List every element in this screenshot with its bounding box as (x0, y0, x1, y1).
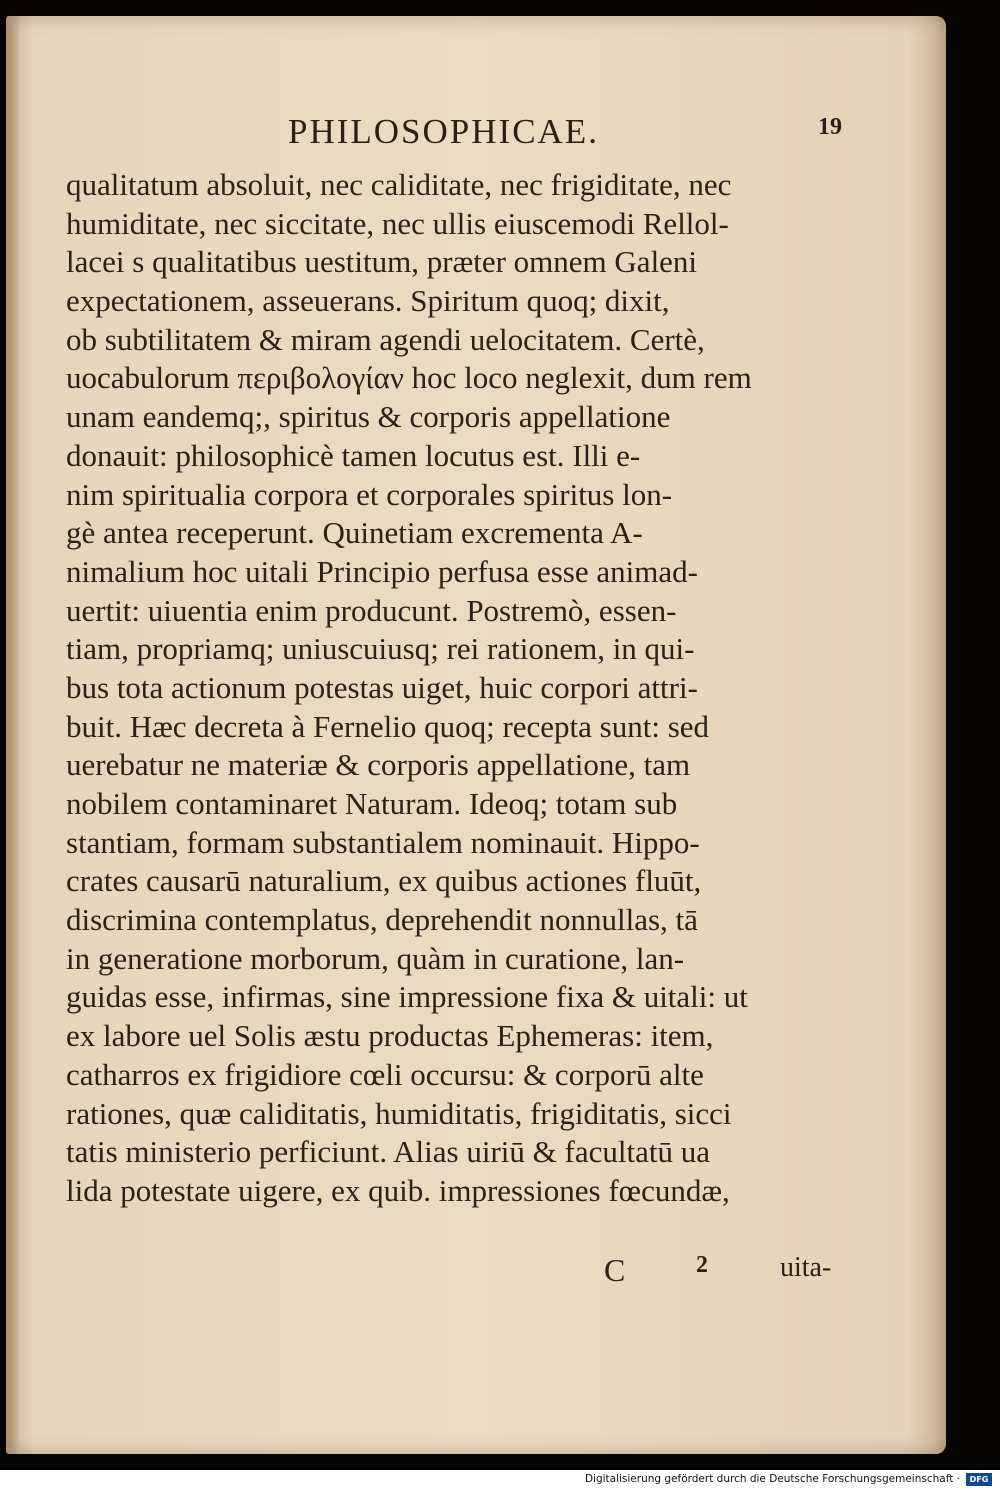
text-line: uocabulorum περιβολογίαν hoc loco neglexit, dum rem (66, 360, 752, 396)
funding-credit: Digitalisierung gefördert durch die Deutsche Forschungsgemeinschaft · (584, 1473, 960, 1485)
text-line: crates causarū naturalium, ex quibus actiones fluūt, (66, 863, 702, 899)
text-line: in generatione morborum, quàm in curatione, lan- (66, 940, 685, 976)
text-block (66, 166, 866, 1211)
text-line: rationes, quæ caliditatis, humiditatis, frigiditatis, sicci (66, 1095, 732, 1131)
text-line: stantiam, formam substantialem nominauit. Hippo- (66, 824, 700, 860)
text-line: ex labore uel Solis æstu productas Ephemeras: item, (66, 1018, 714, 1054)
folio-number: 19 (818, 114, 842, 140)
running-head: PHILOSOPHICAE. (288, 112, 599, 151)
text-line: lida potestate uigere, ex quib. impressiones fœcundæ, (66, 1172, 730, 1208)
text-line: ob subtilitatem & miram agendi uelocitatem. Certè, (66, 321, 705, 357)
text-line: unam eandemq;, spiritus & corporis appellatione (66, 399, 671, 435)
text-line: humiditate, nec siccitate, nec ullis eiuscemodi Rellol- (66, 205, 729, 241)
catchword: uita- (780, 1252, 832, 1283)
text-line: tatis ministerio perficiunt. Alias uiriū & facultatū ua (66, 1134, 710, 1170)
text-line: donauit: philosophicè tamen locutus est. Illi e- (66, 437, 641, 473)
dfg-logo-icon: DFG (966, 1473, 992, 1486)
book-page (6, 16, 946, 1454)
text-line: catharros ex frigidiore cœli occursu: & corporū alte (66, 1056, 704, 1092)
text-line: qualitatum absoluit, nec caliditate, nec frigiditate, nec (66, 167, 732, 202)
text-line: expectationem, asseuerans. Spiritum quoq; dixit, (66, 283, 670, 319)
signature-mark: C (604, 1252, 626, 1288)
text-line: nobilem contaminaret Naturam. Ideoq; totam sub (66, 786, 678, 821)
page-gutter-edge (6, 16, 20, 1454)
text-line: buit. Hæc decreta à Fernelio quoq; recepta sunt: sed (66, 708, 710, 744)
catchline (604, 1252, 854, 1292)
footer-bar (0, 1470, 1000, 1490)
text-line: bus tota actionum potestas uiget, huic corpori attri- (66, 669, 698, 705)
text-line: gè antea receperunt. Quinetiam excrementa A- (66, 515, 643, 551)
text-line: lacei s qualitatibus uestitum, præter omnem Galeni (66, 244, 698, 280)
text-line: guidas esse, infirmas, sine impressione fixa & uitali: ut (66, 979, 748, 1015)
text-line: tiam, propriamq; uniuscuiusq; rei rationem, in qui- (66, 631, 695, 667)
text-line: uertit: uiuentia enim producunt. Postremò, essen- (66, 592, 677, 628)
text-line: nim spiritualia corpora et corporales spiritus lon- (66, 476, 673, 512)
text-line: nimalium hoc uitali Principio perfusa esse animad- (66, 553, 698, 589)
text-line: uerebatur ne materiæ & corporis appellatione, tam (66, 747, 691, 783)
signature-number: 2 (696, 1252, 708, 1278)
text-line: discrimina contemplatus, deprehendit nonnullas, tā (66, 902, 698, 938)
